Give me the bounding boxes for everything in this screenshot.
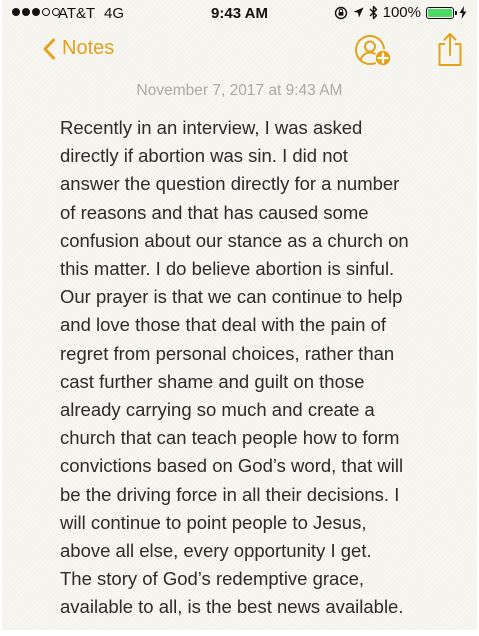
- network-type: 4G: [104, 5, 125, 22]
- note-line: cast further shame and guilt on those: [60, 370, 365, 392]
- note-line: Our prayer is that we can continue to help: [60, 286, 403, 308]
- add-people-icon: [354, 34, 394, 68]
- location-arrow-icon: [353, 7, 364, 18]
- note-line: and love those that deal with the pain of: [60, 314, 387, 336]
- note-line: available to all, is the best news available.: [60, 596, 404, 618]
- status-indicators: [334, 4, 467, 21]
- back-to-notes-button[interactable]: [42, 37, 114, 60]
- charging-bolt-icon: [459, 6, 467, 19]
- note-line: answer the question directly for a number: [60, 173, 400, 195]
- note-line: church that can teach people how to form: [60, 427, 400, 449]
- battery-tip: [455, 11, 457, 15]
- carrier-name: AT&T: [58, 5, 96, 22]
- notes-screen: [2, 0, 477, 630]
- note-line: will continue to point people to Jesus,: [60, 511, 367, 533]
- back-button-label: Notes: [62, 37, 115, 59]
- note-line: of reasons and that has caused some: [60, 201, 369, 223]
- note-line: directly if abortion was sin. I did not: [60, 145, 348, 167]
- add-people-button[interactable]: [354, 34, 394, 68]
- chevron-left-icon: [42, 38, 56, 60]
- note-line: already carrying so much and create a: [60, 399, 375, 421]
- note-line: regret from personal choices, rather than: [60, 342, 395, 364]
- nav-bar: [2, 26, 477, 74]
- note-line: convictions based on God’s word, that will: [60, 455, 404, 477]
- note-line: The story of God’s redemptive grace,: [60, 568, 365, 590]
- note-line: be the driving force in all their decisions. I: [60, 483, 400, 505]
- note-body[interactable]: [60, 114, 460, 622]
- battery-icon: [426, 7, 454, 19]
- note-line: Recently in an interview, I was asked: [60, 117, 363, 138]
- battery-percent: 100%: [382, 4, 421, 21]
- note-line: confusion about our stance as a church on: [60, 229, 409, 251]
- battery-level-fill: [428, 9, 452, 17]
- note-line: this matter. I do believe abortion is sinful.: [60, 258, 395, 280]
- share-icon: [435, 32, 465, 68]
- bluetooth-icon: [369, 5, 378, 20]
- note-date: November 7, 2017 at 9:43 AM: [136, 82, 343, 99]
- status-bar: [2, 0, 477, 26]
- share-button[interactable]: [435, 32, 465, 68]
- orientation-lock-icon: [334, 6, 348, 20]
- status-time: 9:43 AM: [211, 5, 268, 22]
- note-line: above all else, every opportunity I get.: [60, 540, 372, 562]
